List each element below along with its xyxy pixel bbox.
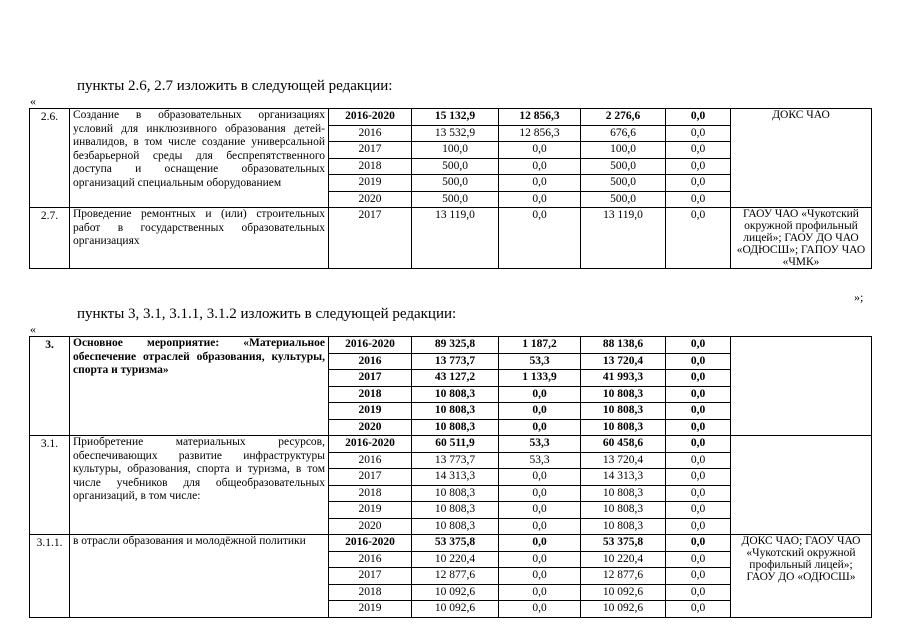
total-value: 12 877,6	[412, 567, 498, 584]
years-value: 2017	[329, 141, 411, 158]
table-row	[30, 337, 872, 436]
fed-value: 0,0	[499, 419, 580, 436]
row-number: 3.1.1.	[30, 535, 70, 618]
years-stack	[329, 535, 411, 617]
total-value: 10 808,3	[412, 402, 498, 419]
fed-value: 1 133,9	[499, 369, 580, 386]
years-value: 2020	[329, 419, 411, 436]
loc-value: 0,0	[666, 518, 730, 535]
years-value: 2019	[329, 174, 411, 191]
loc-value: 0,0	[666, 468, 730, 485]
loc-value: 0,0	[690, 209, 706, 221]
years-value: 2017	[329, 567, 411, 584]
years-value: 2016-2020	[345, 437, 395, 449]
reg-value: 500,0	[581, 174, 665, 191]
years-value: 2016	[329, 551, 411, 568]
loc-stack	[666, 337, 730, 435]
reg-value: 10 808,3	[581, 419, 665, 436]
total-value: 10 808,3	[412, 386, 498, 403]
fed-stack	[499, 109, 580, 207]
total-value: 15 132,9	[434, 110, 476, 122]
reg-stack	[581, 109, 665, 207]
fed-value: 0,0	[499, 174, 580, 191]
reg-value: 10 808,3	[581, 402, 665, 419]
reg-stack	[581, 535, 665, 617]
reg-value: 100,0	[581, 141, 665, 158]
years-value: 2016	[329, 353, 411, 370]
table-row	[30, 535, 872, 618]
years-value: 2016	[329, 452, 411, 469]
fed-value: 0,0	[499, 468, 580, 485]
loc-value: 0,0	[666, 125, 730, 142]
fed-value: 0,0	[499, 141, 580, 158]
row-number: 2.7.	[30, 208, 70, 269]
fed-value: 12 856,3	[519, 110, 560, 122]
reg-value: 10 808,3	[581, 386, 665, 403]
fed-value: 0,0	[499, 567, 580, 584]
years-stack	[329, 337, 411, 435]
loc-value: 0,0	[666, 600, 730, 617]
cell-total	[412, 337, 499, 436]
years-value: 2016-2020	[345, 338, 395, 350]
cell-loc	[666, 337, 731, 436]
loc-value: 0,0	[666, 501, 730, 518]
fed-stack	[499, 337, 580, 435]
cell-reg	[581, 337, 666, 436]
row-number: 2.6.	[30, 109, 70, 208]
fed-value: 0,0	[499, 191, 580, 208]
total-value: 53 375,8	[434, 536, 476, 548]
cell-fed	[499, 208, 581, 269]
total-value: 13 119,0	[435, 209, 475, 221]
cell-total	[412, 208, 499, 269]
intro-text-1: пункты 2.6, 2.7 изложить в следующей редакции:	[77, 78, 393, 94]
cell-fed	[499, 436, 581, 535]
cell-fed	[499, 337, 581, 436]
loc-value: 0,0	[666, 369, 730, 386]
reg-value: 10 808,3	[581, 501, 665, 518]
years-value: 2018	[329, 584, 411, 601]
program-table-1	[29, 108, 872, 269]
total-value: 10 808,3	[412, 419, 498, 436]
cell-loc	[666, 208, 731, 269]
total-stack	[412, 208, 498, 224]
total-stack	[412, 436, 498, 534]
cell-years	[329, 208, 412, 269]
cell-years	[329, 109, 412, 208]
fed-value: 0,0	[499, 501, 580, 518]
reg-stack	[581, 208, 665, 224]
years-value: 2019	[329, 501, 411, 518]
fed-value: 0,0	[532, 536, 547, 548]
total-value: 500,0	[412, 158, 498, 175]
years-value: 2017	[329, 369, 411, 386]
loc-value: 0,0	[666, 174, 730, 191]
reg-stack	[581, 337, 665, 435]
open-quote-2: «	[30, 322, 36, 336]
loc-value: 0,0	[666, 567, 730, 584]
loc-value: 0,0	[666, 141, 730, 158]
table-row	[30, 436, 872, 535]
fed-value: 0,0	[499, 485, 580, 502]
fed-value: 1 187,2	[522, 338, 557, 350]
total-value: 500,0	[412, 191, 498, 208]
years-value: 2016	[329, 125, 411, 142]
total-value: 60 511,9	[435, 437, 475, 449]
reg-value: 88 138,6	[602, 338, 644, 350]
row-description: Основное мероприятие: «Материальное обеспечение отраслей образования, культуры, спорта и туризма»	[70, 337, 329, 436]
cell-years	[329, 535, 412, 618]
total-value: 10 092,6	[412, 584, 498, 601]
reg-stack	[581, 436, 665, 534]
cell-total	[412, 535, 499, 618]
reg-value: 676,6	[581, 125, 665, 142]
open-quote-1: «	[30, 94, 36, 108]
cell-reg	[581, 208, 666, 269]
row-description: Создание в образовательных организациях условий для инклюзивного образования детей-инвалидов, в том числе создание универсальной безбарьерной среды для беспрепятственного доступа и оснащение образовательных организаций специальным оборудованием	[70, 109, 329, 208]
total-value: 10 808,3	[412, 518, 498, 535]
cell-total	[412, 436, 499, 535]
fed-value: 0,0	[499, 158, 580, 175]
total-stack	[412, 535, 498, 617]
cell-years	[329, 337, 412, 436]
fed-value: 0,0	[499, 584, 580, 601]
responsible-executor: ДОКС ЧАО; ГАОУ ЧАО «Чукотский окружной профильный лицей»; ГАОУ ДО «ОДЮСШ»	[731, 535, 872, 618]
cell-fed	[499, 109, 581, 208]
reg-value: 41 993,3	[581, 369, 665, 386]
total-value: 10 808,3	[412, 485, 498, 502]
loc-stack	[666, 535, 730, 617]
fed-value: 0,0	[499, 402, 580, 419]
reg-value: 2 276,6	[605, 110, 641, 122]
total-value: 13 532,9	[412, 125, 498, 142]
years-stack	[329, 436, 411, 534]
fed-value: 53,3	[499, 452, 580, 469]
reg-value: 13 720,4	[581, 452, 665, 469]
fed-value: 0,0	[499, 518, 580, 535]
total-value: 10 092,6	[412, 600, 498, 617]
fed-stack	[499, 208, 580, 224]
years-stack	[329, 109, 411, 207]
years-value: 2018	[329, 158, 411, 175]
years-value: 2019	[329, 600, 411, 617]
reg-value: 10 808,3	[581, 485, 665, 502]
fed-value: 0,0	[499, 600, 580, 617]
fed-stack	[499, 436, 580, 534]
reg-value: 500,0	[581, 158, 665, 175]
responsible-executor	[731, 337, 872, 436]
years-value: 2018	[329, 386, 411, 403]
total-stack	[412, 109, 498, 207]
loc-value: 0,0	[666, 419, 730, 436]
cell-reg	[581, 436, 666, 535]
fed-value: 53,3	[529, 437, 550, 449]
cell-years	[329, 436, 412, 535]
row-description: Проведение ремонтных и (или) строительных работ в государственных образовательных организациях	[70, 208, 329, 269]
row-number: 3.1.	[30, 436, 70, 535]
reg-value: 13 119,0	[603, 209, 643, 221]
fed-value: 0,0	[499, 551, 580, 568]
total-value: 10 808,3	[412, 501, 498, 518]
loc-stack	[666, 109, 730, 207]
years-stack	[329, 208, 411, 224]
fed-stack	[499, 535, 580, 617]
loc-value: 0,0	[690, 536, 706, 548]
total-value: 13 773,7	[412, 452, 498, 469]
loc-value: 0,0	[666, 485, 730, 502]
loc-value: 0,0	[690, 110, 706, 122]
reg-value: 10 092,6	[581, 600, 665, 617]
loc-value: 0,0	[690, 437, 706, 449]
responsible-executor	[731, 436, 872, 535]
loc-stack	[666, 436, 730, 534]
reg-value: 60 458,6	[602, 437, 644, 449]
total-value: 100,0	[412, 141, 498, 158]
reg-value: 10 808,3	[581, 518, 665, 535]
total-value: 14 313,3	[412, 468, 498, 485]
intro-text-2: пункты 3, 3.1, 3.1.1, 3.1.2 изложить в следующей редакции:	[77, 306, 457, 322]
total-value: 89 325,8	[434, 338, 476, 350]
years-value: 2016-2020	[345, 536, 395, 548]
years-value: 2019	[329, 402, 411, 419]
cell-reg	[581, 109, 666, 208]
row-description: Приобретение материальных ресурсов, обеспечивающих развитие инфраструктуры культуры, образования, спорта и туризма, в том числе учебников для общеобразовательных организаций, в том числе:	[70, 436, 329, 535]
row-description: в отрасли образования и молодёжной политики	[70, 535, 329, 618]
table-row	[30, 208, 872, 269]
fed-value: 0,0	[532, 209, 547, 221]
cell-reg	[581, 535, 666, 618]
responsible-executor: ДОКС ЧАО	[731, 109, 872, 208]
reg-value: 12 877,6	[581, 567, 665, 584]
total-stack	[412, 337, 498, 435]
loc-value: 0,0	[666, 402, 730, 419]
row-number: 3.	[30, 337, 70, 436]
reg-value: 53 375,8	[602, 536, 644, 548]
fed-value: 53,3	[499, 353, 580, 370]
cell-total	[412, 109, 499, 208]
loc-value: 0,0	[666, 584, 730, 601]
responsible-executor: ГАОУ ЧАО «Чукотский окружной профильный лицей»; ГАОУ ДО ЧАО «ОДЮСШ»; ГАПОУ ЧАО «ЧМК»	[731, 208, 872, 269]
loc-value: 0,0	[690, 338, 706, 350]
loc-value: 0,0	[666, 191, 730, 208]
total-value: 500,0	[412, 174, 498, 191]
loc-value: 0,0	[666, 158, 730, 175]
reg-value: 14 313,3	[581, 468, 665, 485]
fed-value: 0,0	[499, 386, 580, 403]
total-value: 43 127,2	[412, 369, 498, 386]
loc-stack	[666, 208, 730, 224]
years-value: 2020	[329, 191, 411, 208]
reg-value: 500,0	[581, 191, 665, 208]
fed-value: 12 856,3	[499, 125, 580, 142]
cell-loc	[666, 535, 731, 618]
years-value: 2020	[329, 518, 411, 535]
reg-value: 13 720,4	[581, 353, 665, 370]
cell-loc	[666, 436, 731, 535]
total-value: 10 220,4	[412, 551, 498, 568]
reg-value: 10 092,6	[581, 584, 665, 601]
years-value: 2018	[329, 485, 411, 502]
program-table-2	[29, 336, 872, 618]
cell-fed	[499, 535, 581, 618]
loc-value: 0,0	[666, 452, 730, 469]
table-row	[30, 109, 872, 208]
years-value: 2016-2020	[345, 110, 395, 122]
years-value: 2017	[329, 468, 411, 485]
loc-value: 0,0	[666, 353, 730, 370]
years-value: 2017	[358, 209, 382, 221]
loc-value: 0,0	[666, 386, 730, 403]
cell-loc	[666, 109, 731, 208]
close-quote-1: »;	[854, 290, 864, 304]
loc-value: 0,0	[666, 551, 730, 568]
reg-value: 10 220,4	[581, 551, 665, 568]
total-value: 13 773,7	[412, 353, 498, 370]
